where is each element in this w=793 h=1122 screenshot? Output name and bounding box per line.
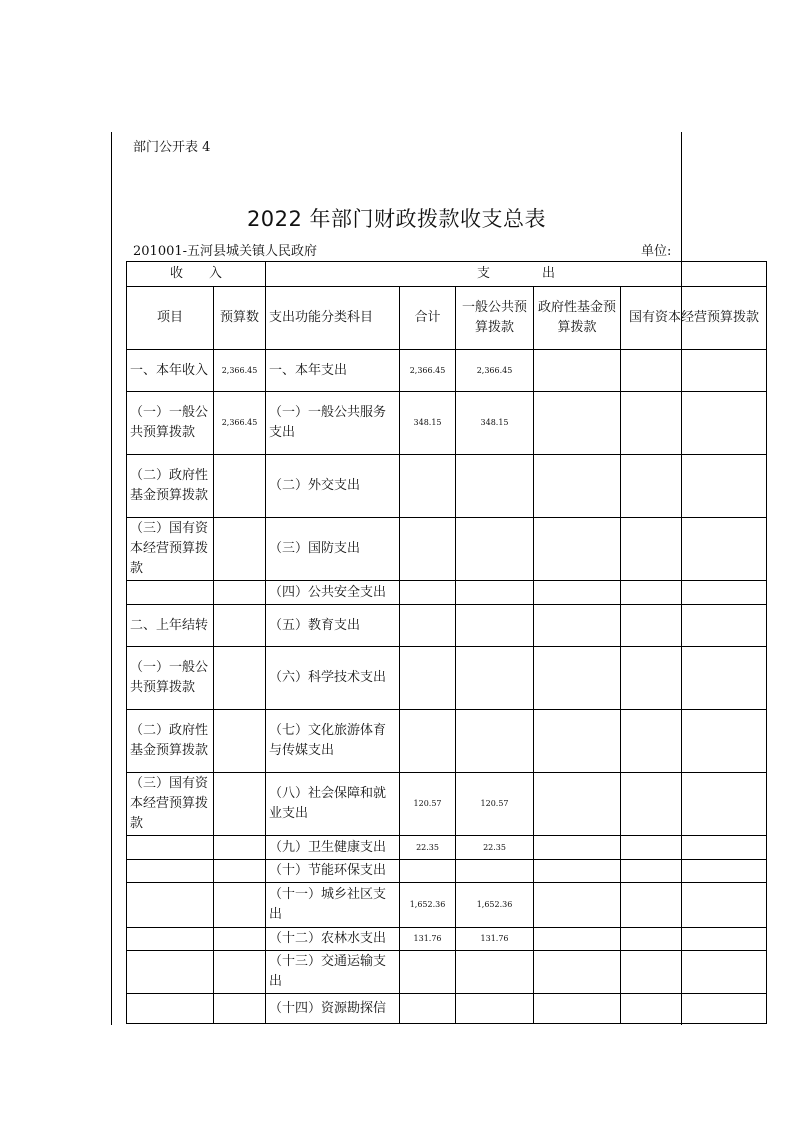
expense-item-cell: （三）国防支出 [266, 518, 400, 581]
income-budget-cell [214, 518, 266, 581]
expense-general-cell: 22.35 [456, 836, 534, 860]
income-budget-cell [214, 951, 266, 994]
expense-total-cell [400, 994, 456, 1024]
expense-general-cell: 120.57 [456, 773, 534, 836]
expense-state-capital-cell [621, 883, 767, 928]
income-budget-cell [214, 455, 266, 518]
income-section-header: 收 入 [127, 262, 266, 287]
expense-item-cell: （六）科学技术支出 [266, 647, 400, 710]
expense-state-capital-cell [621, 455, 767, 518]
expense-gov-fund-cell [534, 710, 621, 773]
finance-table [126, 261, 767, 1024]
table-row [127, 455, 767, 518]
expense-state-capital-cell [621, 773, 767, 836]
page-frame-left-border [111, 132, 112, 1025]
table-row [127, 581, 767, 605]
expense-state-capital-cell [621, 994, 767, 1024]
expense-general-cell: 348.15 [456, 392, 534, 455]
expense-total-cell [400, 860, 456, 883]
expense-item-cell: （十一）城乡社区支出 [266, 883, 400, 928]
income-budget-cell [214, 836, 266, 860]
expense-total-cell: 131.76 [400, 928, 456, 951]
col-header-total: 合计 [400, 287, 456, 350]
expense-general-cell [456, 710, 534, 773]
expense-item-cell: （十）节能环保支出 [266, 860, 400, 883]
expense-total-cell: 22.35 [400, 836, 456, 860]
income-item-cell: （三）国有资本经营预算拨款 [127, 518, 214, 581]
expense-item-cell: （十三）交通运输支出 [266, 951, 400, 994]
table-row [127, 392, 767, 455]
expense-item-cell: （四）公共安全支出 [266, 581, 400, 605]
income-item-cell: （一）一般公共预算拨款 [127, 392, 214, 455]
col-header-func-category: 支出功能分类科目 [266, 287, 400, 350]
income-item-cell: 一、本年收入 [127, 350, 214, 392]
income-budget-cell: 2,366.45 [214, 350, 266, 392]
expense-general-cell: 2,366.45 [456, 350, 534, 392]
table-row [127, 951, 767, 994]
form-label: 部门公开表 4 [133, 140, 211, 155]
income-budget-cell: 2,366.45 [214, 392, 266, 455]
expense-item-cell: （十四）资源勘探信 [266, 994, 400, 1024]
expense-gov-fund-cell [534, 928, 621, 951]
income-item-cell [127, 860, 214, 883]
expense-general-cell [456, 581, 534, 605]
income-item-cell [127, 928, 214, 951]
expense-gov-fund-cell [534, 605, 621, 647]
expense-general-cell: 1,652.36 [456, 883, 534, 928]
organization-name: 201001-五河县城关镇人民政府 [133, 244, 318, 259]
table-row [127, 883, 767, 928]
expense-state-capital-cell [621, 710, 767, 773]
expense-item-cell: （五）教育支出 [266, 605, 400, 647]
expense-state-capital-cell [621, 860, 767, 883]
expense-item-cell: 一、本年支出 [266, 350, 400, 392]
expense-total-cell: 348.15 [400, 392, 456, 455]
expense-total-cell [400, 455, 456, 518]
table-row [127, 860, 767, 883]
expense-state-capital-cell [621, 581, 767, 605]
income-item-cell: （二）政府性基金预算拨款 [127, 455, 214, 518]
expense-general-cell [456, 647, 534, 710]
expense-state-capital-cell [621, 605, 767, 647]
table-row [127, 836, 767, 860]
income-budget-cell [214, 860, 266, 883]
table-row [127, 350, 767, 392]
col-header-state-capital: 国有资本经营预算拨款 [621, 287, 767, 350]
income-budget-cell [214, 883, 266, 928]
unit-label: 单位: [641, 244, 672, 259]
expense-state-capital-cell [621, 836, 767, 860]
expense-total-cell [400, 710, 456, 773]
expense-gov-fund-cell [534, 392, 621, 455]
col-header-general-budget: 一般公共预算拨款 [456, 287, 534, 350]
table-row [127, 605, 767, 647]
income-item-cell: （一）一般公共预算拨款 [127, 647, 214, 710]
table-row [127, 928, 767, 951]
income-item-cell: （三）国有资本经营预算拨款 [127, 773, 214, 836]
expense-total-cell: 120.57 [400, 773, 456, 836]
expense-total-cell [400, 581, 456, 605]
expense-general-cell [456, 994, 534, 1024]
expense-general-cell [456, 951, 534, 994]
expense-general-cell [456, 605, 534, 647]
income-item-cell: （二）政府性基金预算拨款 [127, 710, 214, 773]
income-item-cell [127, 581, 214, 605]
expense-gov-fund-cell [534, 994, 621, 1024]
expense-gov-fund-cell [534, 350, 621, 392]
income-item-cell: 二、上年结转 [127, 605, 214, 647]
expense-gov-fund-cell [534, 883, 621, 928]
expense-section-header: 支 出 [266, 262, 767, 287]
expense-gov-fund-cell [534, 581, 621, 605]
income-item-cell [127, 994, 214, 1024]
table-row [127, 994, 767, 1024]
expense-item-cell: （八）社会保障和就业支出 [266, 773, 400, 836]
expense-gov-fund-cell [534, 773, 621, 836]
expense-item-cell: （九）卫生健康支出 [266, 836, 400, 860]
expense-gov-fund-cell [534, 455, 621, 518]
expense-item-cell: （十二）农林水支出 [266, 928, 400, 951]
income-item-cell [127, 951, 214, 994]
expense-state-capital-cell [621, 951, 767, 994]
expense-state-capital-cell [621, 928, 767, 951]
income-budget-cell [214, 647, 266, 710]
expense-item-cell: （七）文化旅游体育与传媒支出 [266, 710, 400, 773]
expense-total-cell: 1,652.36 [400, 883, 456, 928]
income-budget-cell [214, 581, 266, 605]
expense-item-cell: （二）外交支出 [266, 455, 400, 518]
income-item-cell [127, 883, 214, 928]
expense-total-cell [400, 605, 456, 647]
expense-total-cell [400, 647, 456, 710]
income-item-cell [127, 836, 214, 860]
income-budget-cell [214, 773, 266, 836]
expense-general-cell [456, 860, 534, 883]
expense-gov-fund-cell [534, 836, 621, 860]
expense-item-cell: （一）一般公共服务支出 [266, 392, 400, 455]
page-title: 2022 年部门财政拨款收支总表 [246, 207, 547, 231]
col-header-budget: 预算数 [214, 287, 266, 350]
expense-general-cell [456, 518, 534, 581]
expense-gov-fund-cell [534, 518, 621, 581]
col-header-gov-fund: 政府性基金预算拨款 [534, 287, 621, 350]
income-budget-cell [214, 605, 266, 647]
expense-total-cell: 2,366.45 [400, 350, 456, 392]
expense-total-cell [400, 951, 456, 994]
expense-gov-fund-cell [534, 951, 621, 994]
expense-state-capital-cell [621, 392, 767, 455]
income-budget-cell [214, 710, 266, 773]
finance-table-container [126, 261, 760, 1025]
expense-state-capital-cell [621, 350, 767, 392]
expense-gov-fund-cell [534, 647, 621, 710]
table-row [127, 710, 767, 773]
expense-general-cell [456, 455, 534, 518]
expense-general-cell: 131.76 [456, 928, 534, 951]
expense-total-cell [400, 518, 456, 581]
expense-state-capital-cell [621, 647, 767, 710]
income-budget-cell [214, 928, 266, 951]
expense-state-capital-cell [621, 518, 767, 581]
table-row [127, 518, 767, 581]
table-row [127, 647, 767, 710]
expense-gov-fund-cell [534, 860, 621, 883]
col-header-item: 项目 [127, 287, 214, 350]
income-budget-cell [214, 994, 266, 1024]
table-row [127, 773, 767, 836]
